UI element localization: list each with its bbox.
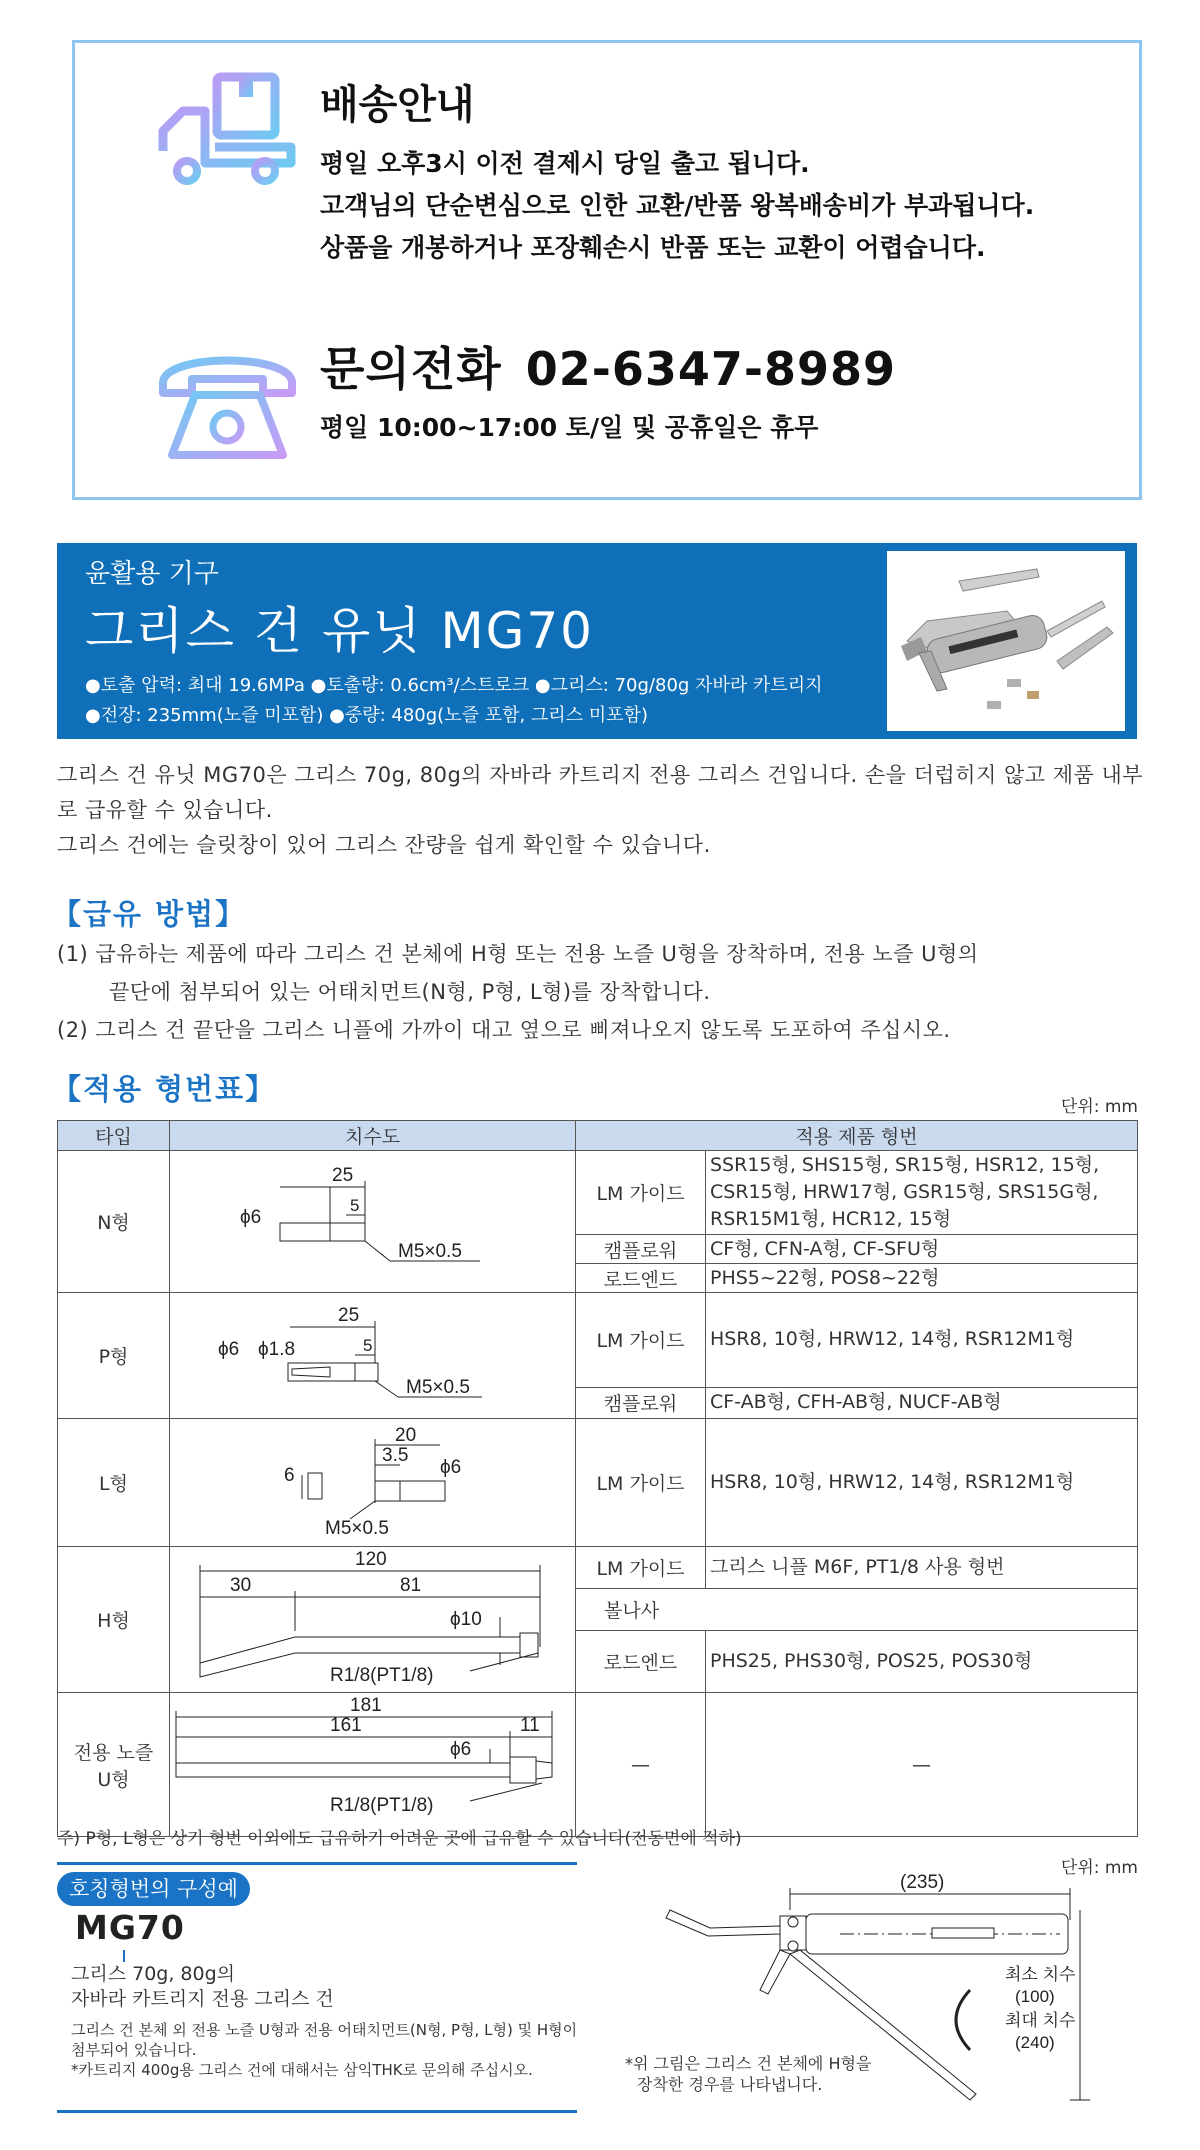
shipping-note-2: 고객님의 단순변심으로 인한 교환/반품 왕복배송비가 부과됩니다. <box>320 191 1035 220</box>
l-dim-length: 20 <box>395 1425 417 1446</box>
shipping-info-box <box>72 40 1142 500</box>
h-lm-models: 그리스 니플 M6F, PT1/8 사용 형번 <box>706 1547 1138 1589</box>
u-dim-tube: 161 <box>330 1715 362 1736</box>
n-rod-models: PHS5~22형, POS8~22형 <box>706 1264 1138 1293</box>
method-title: 【급유 방법】 <box>52 897 247 931</box>
fig-min-value: (100) <box>1015 1987 1055 2006</box>
table-row <box>58 1547 1138 1589</box>
shipping-note-3: 상품을 개봉하거나 포장훼손시 반품 또는 교환이 어렵습니다. <box>320 233 986 262</box>
product-intro <box>57 758 1147 863</box>
p-lm-label: LM 가이드 <box>576 1293 706 1388</box>
u-dim-total: 181 <box>350 1695 382 1716</box>
n-cam-models: CF형, CFN-A형, CF-SFU형 <box>706 1235 1138 1264</box>
table-row <box>58 1293 1138 1388</box>
l-lm-models: HSR8, 10형, HRW12, 14형, RSR12M1형 <box>706 1419 1138 1547</box>
table-row <box>58 1419 1138 1547</box>
n-lm-models: SSR15형, SHS15형, SR15형, HSR12, 15형, CSR15형, HRW17형, GSR15형, SRS15G형, RSR15M1형, HCR12, 15형 <box>706 1151 1138 1235</box>
h-rod-label: 로드엔드 <box>576 1631 706 1693</box>
intro-paragraph-2: 그리스 건에는 슬릿창이 있어 그리스 잔량을 쉽게 확인할 수 있습니다. <box>57 833 711 857</box>
method-step-2: (2) 그리스 건 끝단을 그리스 니플에 가까이 대고 옆으로 삐져나오지 않도록 도포하여 주십시오. <box>57 1018 951 1042</box>
designation-top-rule <box>57 1862 577 1865</box>
contact-number[interactable]: 02-6347-8989 <box>525 342 897 396</box>
designation-note-1: 그리스 건 본체 외 전용 노즐 U형과 전용 어태치먼트(N형, P형, L형) 및 H형이 첨부되어 있습니다. <box>71 2021 578 2059</box>
fig-max-label: 최대 치수 <box>1005 2011 1076 2030</box>
p-cam-models: CF-AB형, CFH-AB형, NUCF-AB형 <box>706 1387 1138 1419</box>
designation-tick <box>123 1950 125 1962</box>
delivery-truck-icon <box>155 71 305 191</box>
h-lm-label: LM 가이드 <box>576 1547 706 1589</box>
l-dim-thread: M5×0.5 <box>325 1518 389 1539</box>
p-dim-hole: ϕ1.8 <box>258 1339 296 1360</box>
figure-unit: 단위: mm <box>1060 1858 1138 1878</box>
u-dim-hex: 11 <box>520 1715 540 1736</box>
l-type-drawing <box>170 1419 575 1541</box>
product-header <box>57 543 1137 739</box>
l-dim-dia: ϕ6 <box>440 1457 462 1478</box>
figure-caption-2: 장착한 경우를 나타냅니다. <box>637 2075 823 2094</box>
table-note: 주) P형, L형은 상기 형번 이외에도 급유하기 어려운 곳에 급유할 수 있습니다(전동면에 적하) <box>57 1829 742 1849</box>
fig-length: (235) <box>900 1872 945 1893</box>
method-steps <box>57 935 1147 1049</box>
method-step-1: (1) 급유하는 제품에 따라 그리스 건 본체에 H형 또는 전용 노즐 U형을 장착하며, 전용 노즐 U형의 <box>57 942 979 966</box>
h-rod-models: PHS25, PHS30형, POS25, POS30형 <box>706 1631 1138 1693</box>
n-dim-thread-len: 5 <box>350 1196 360 1215</box>
telephone-icon <box>155 343 300 463</box>
designation-badge: 호칭형번의 구성예 <box>57 1872 250 1906</box>
shipping-note-1: 평일 오후3시 이전 결제시 당일 출고 됩니다. <box>320 149 810 178</box>
col-models: 적용 제품 형번 <box>576 1121 1138 1151</box>
grease-gun-photo <box>887 551 1125 731</box>
p-cam-label: 캠플로워 <box>576 1387 706 1419</box>
col-dimension: 치수도 <box>170 1121 576 1151</box>
dimension-l <box>170 1419 576 1547</box>
h-dim-dia: ϕ10 <box>450 1609 482 1630</box>
n-lm-label: LM 가이드 <box>576 1151 706 1235</box>
h-dim-bend: 30 <box>230 1575 252 1596</box>
table-unit: 단위: mm <box>1060 1097 1138 1117</box>
fig-min-label: 최소 치수 <box>1005 1965 1076 1984</box>
intro-paragraph-1: 그리스 건 유닛 MG70은 그리스 70g, 80g의 자바라 카트리지 전용 그리스 건입니다. 손을 더럽히지 않고 제품 내부로 급유할 수 있습니다. <box>57 763 1144 822</box>
designation-bottom-rule <box>57 2110 577 2113</box>
n-dim-dia: ϕ6 <box>240 1207 262 1228</box>
contact-label: 문의전화 <box>320 342 502 396</box>
p-dim-thread-len: 5 <box>363 1336 373 1355</box>
type-u-line-1: 전용 노즐 <box>73 1741 154 1764</box>
table-row <box>58 1693 1138 1837</box>
u-label-dash: — <box>576 1693 706 1837</box>
n-dim-length: 25 <box>332 1165 354 1186</box>
l-lm-label: LM 가이드 <box>576 1419 706 1547</box>
n-cam-label: 캠플로워 <box>576 1235 706 1264</box>
u-dim-dia: ϕ6 <box>450 1739 472 1760</box>
p-type-drawing <box>170 1293 575 1413</box>
u-type-drawing <box>170 1693 575 1831</box>
h-dim-straight: 81 <box>400 1575 422 1596</box>
type-h: H형 <box>58 1547 170 1693</box>
p-dim-dia: ϕ6 <box>218 1339 240 1360</box>
col-type: 타입 <box>58 1121 170 1151</box>
type-u <box>58 1693 170 1837</box>
shipping-title: 배송안내 <box>320 82 475 128</box>
product-category: 윤활용 기구 <box>85 559 219 589</box>
product-name: 그리스 건 유닛 MG70 <box>85 602 594 660</box>
model-table <box>57 1120 1138 1837</box>
designation-desc-1: 그리스 70g, 80g의 <box>71 1963 236 1985</box>
designation-model: MG70 <box>75 1908 185 1947</box>
contact-phone[interactable] <box>320 333 896 399</box>
figure-caption <box>625 2053 871 2095</box>
p-lm-models: HSR8, 10형, HRW12, 14형, RSR12M1형 <box>706 1293 1138 1388</box>
table-header-row <box>58 1121 1138 1151</box>
n-type-drawing <box>170 1151 575 1287</box>
h-type-drawing <box>170 1547 575 1687</box>
n-dim-thread: M5×0.5 <box>398 1241 462 1262</box>
u-models-dash: — <box>706 1693 1138 1837</box>
l-dim-width: 6 <box>284 1465 295 1486</box>
dimension-p <box>170 1293 576 1419</box>
h-dim-thread: R1/8(PT1/8) <box>330 1665 434 1686</box>
designation-desc-2: 자바라 카트리지 전용 그리스 건 <box>71 1988 334 2010</box>
l-dim-thread-len: 3.5 <box>382 1445 409 1466</box>
shipping-notes <box>320 143 1034 269</box>
product-spec-line-2: ●전장: 235mm(노즐 미포함) ●중량: 480g(노즐 포함, 그리스 미포함) <box>85 705 648 726</box>
type-p: P형 <box>58 1293 170 1419</box>
p-dim-thread: M5×0.5 <box>406 1377 470 1398</box>
designation-note-2: *카트리지 400g용 그리스 건에 대해서는 삼익THK로 문의해 주십시오. <box>71 2061 533 2079</box>
dimension-u <box>170 1693 576 1837</box>
product-spec-line-1: ●토출 압력: 최대 19.6MPa ●토출량: 0.6cm³/스트로크 ●그리스: 70g/80g 자바라 카트리지 <box>85 675 823 696</box>
table-title: 【적용 형번표】 <box>52 1072 277 1106</box>
designation-notes <box>71 2020 581 2080</box>
contact-hours: 평일 10:00~17:00 토/일 및 공휴일은 휴무 <box>320 413 819 442</box>
table-row <box>58 1151 1138 1235</box>
type-l: L형 <box>58 1419 170 1547</box>
type-u-line-2: U형 <box>97 1768 130 1791</box>
dimension-h <box>170 1547 576 1693</box>
dimension-n <box>170 1151 576 1293</box>
fig-max-value: (240) <box>1015 2033 1055 2052</box>
designation-description <box>71 1962 334 2012</box>
p-dim-length: 25 <box>338 1305 360 1326</box>
h-dim-total: 120 <box>355 1549 387 1570</box>
figure-caption-1: *위 그림은 그리스 건 본체에 H형을 <box>625 2054 872 2073</box>
type-n: N형 <box>58 1151 170 1293</box>
method-step-1-cont: 끝단에 첨부되어 있는 어태치먼트(N형, P형, L형)를 장착합니다. <box>109 980 711 1004</box>
h-ball-label: 볼나사 <box>576 1589 1138 1631</box>
n-rod-label: 로드엔드 <box>576 1264 706 1293</box>
u-dim-thread: R1/8(PT1/8) <box>330 1795 434 1816</box>
